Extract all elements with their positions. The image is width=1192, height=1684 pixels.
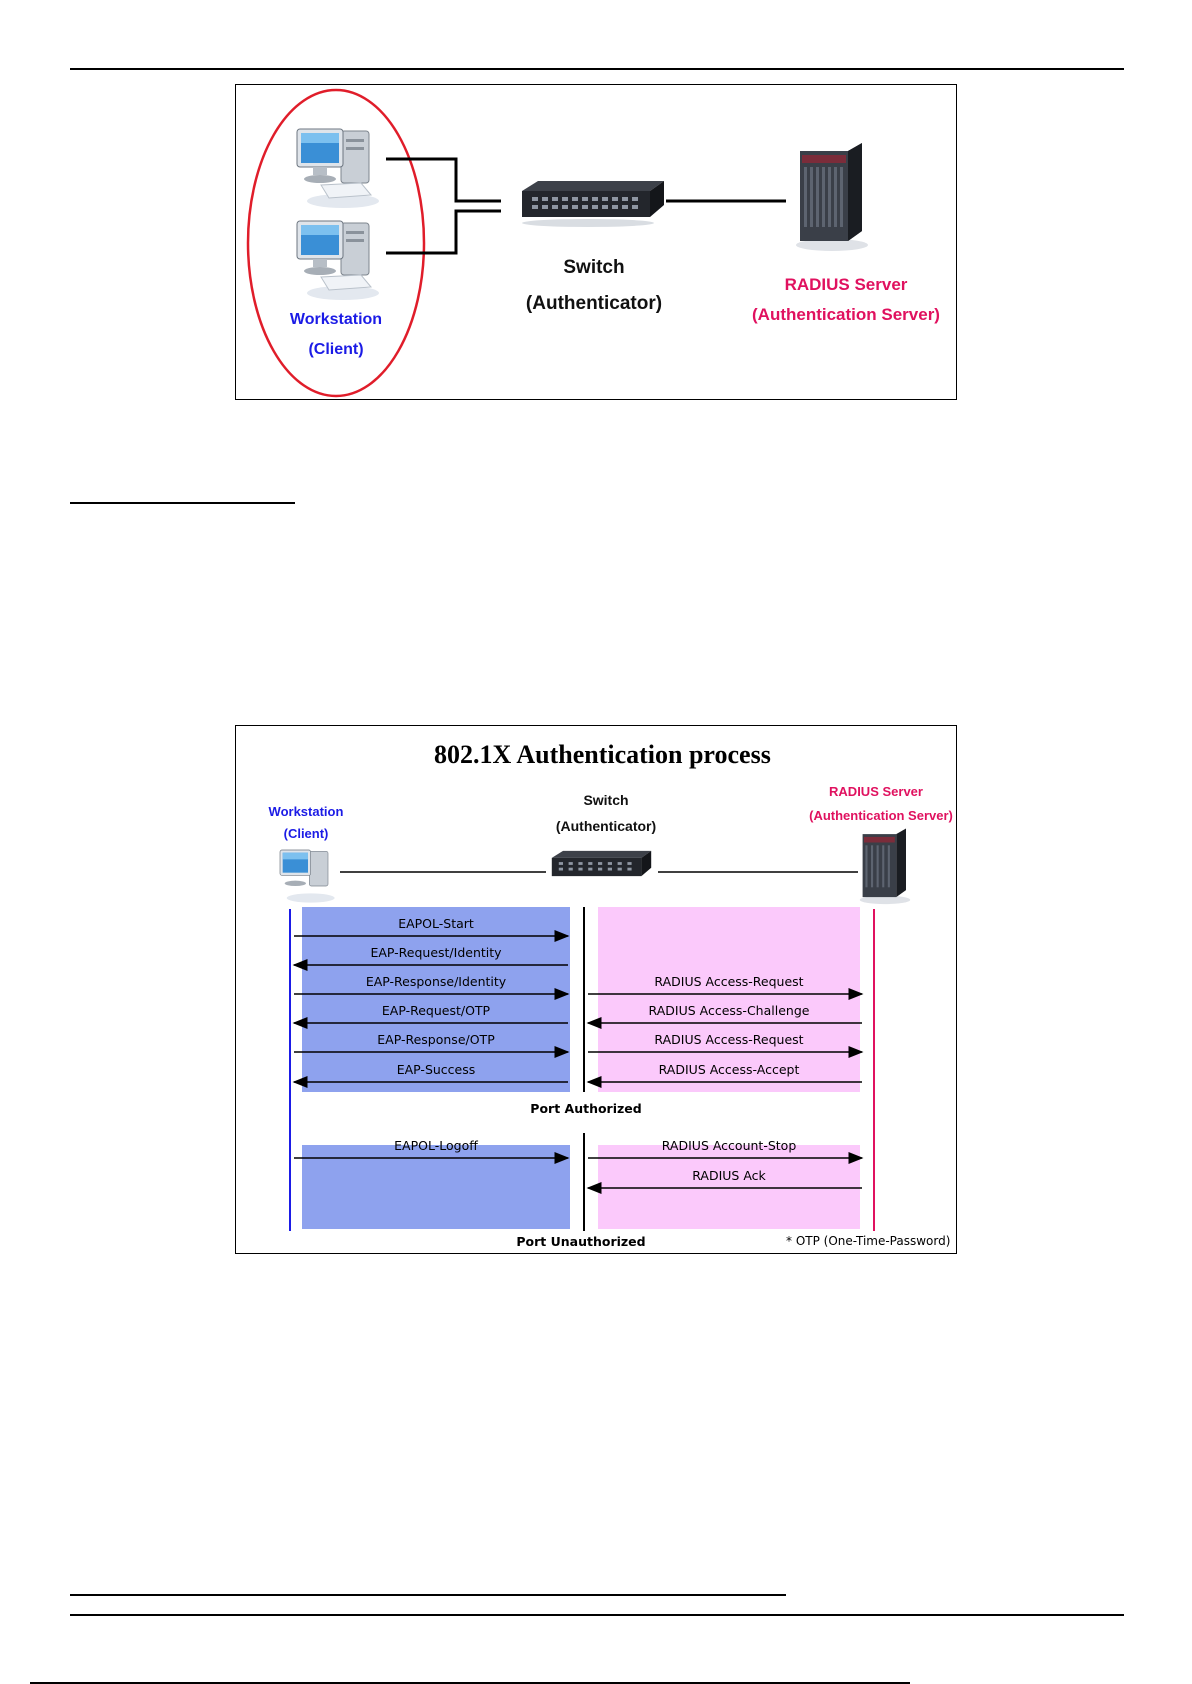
process-client-role-label: (Client) [283,826,329,841]
link-client-2 [386,211,501,253]
client-label: Workstation [289,311,383,328]
process-switch-role-label: (Authenticator) [555,818,657,834]
message-label: EAPOL-Start [398,916,474,931]
message-label: EAP-Response/Identity [365,974,507,989]
process-figure [235,725,957,1254]
port-authorized-label: Port Authorized [530,1101,642,1116]
message-label: EAP-Success [396,1062,476,1077]
message-label: RADIUS Access-Request [654,1032,804,1047]
message-label: RADIUS Ack [692,1168,766,1183]
message-label: EAP-Request/OTP [381,1003,491,1018]
footer-rule [70,1614,1124,1616]
process-server-role-label: (Authentication Server) [809,808,953,823]
header-rule [70,68,1124,70]
switch-label: Switch [563,257,625,278]
message-label: EAPOL-Logoff [394,1138,478,1153]
message-label: EAP-Response/OTP [377,1032,495,1047]
otp-footnote: * OTP (One-Time-Password) [786,1234,951,1248]
message-label: RADIUS Access-Challenge [648,1003,810,1018]
footnote-rule [70,1594,786,1596]
switch-role-label: (Authenticator) [525,293,663,314]
server-role-label: (Authentication Server) [752,305,940,324]
message-label: RADIUS Access-Request [654,974,804,989]
process-title: 802.1X Authentication process [434,740,771,769]
message-label: EAP-Request/Identity [370,945,502,960]
computer-icon [291,123,381,213]
section-underline [70,502,295,504]
process-server-label: RADIUS Server [829,784,923,799]
server-icon [792,143,872,253]
switch-icon [518,179,668,229]
computer-icon [291,215,381,305]
message-label: RADIUS Access-Accept [658,1062,800,1077]
process-switch-label: Switch [583,792,629,808]
port-unauthorized-label: Port Unauthorized [516,1234,646,1249]
client-role-label: (Client) [308,341,364,358]
topology-figure [235,84,957,400]
message-label: RADIUS Account-Stop [661,1138,797,1153]
process-client-label: Workstation [268,804,344,819]
link-client-1 [386,159,501,201]
server-label: RADIUS Server [784,275,908,294]
